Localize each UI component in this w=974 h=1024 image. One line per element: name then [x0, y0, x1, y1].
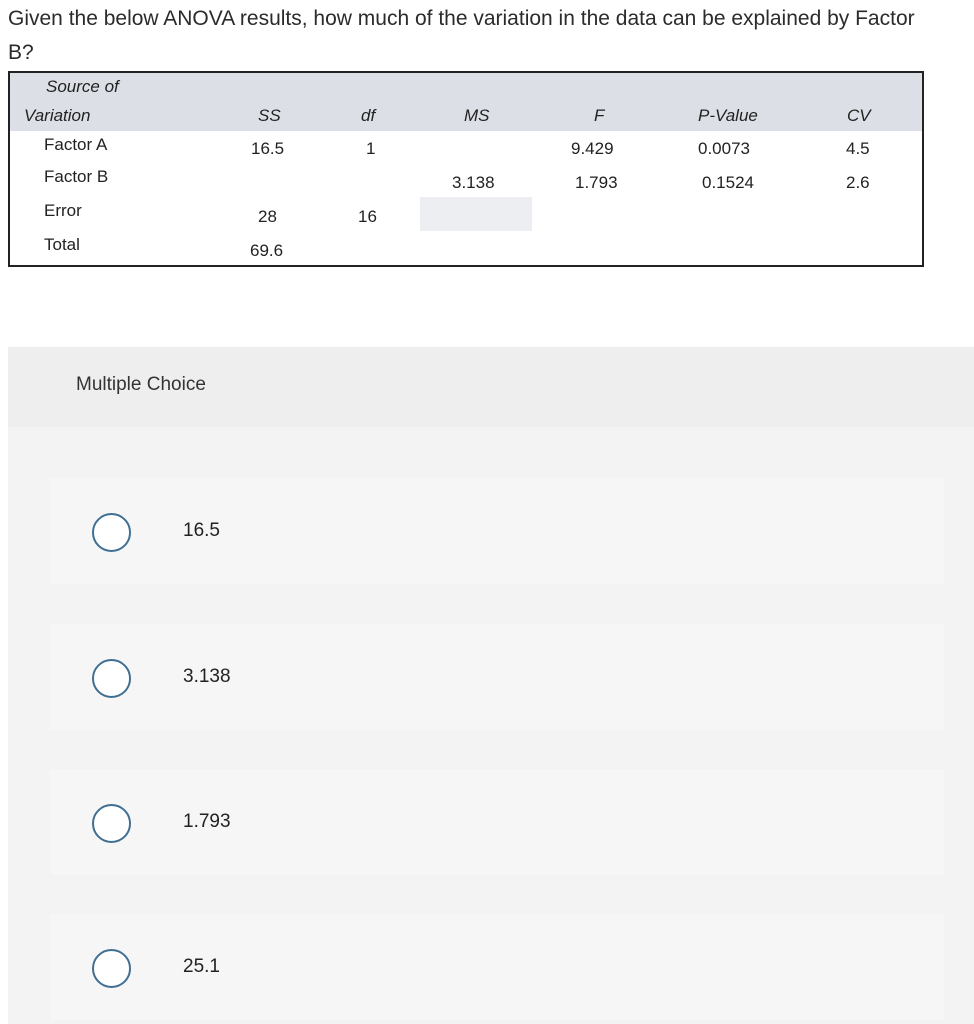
row-factor-b-f: 1.793	[575, 173, 618, 192]
row-factor-a-f: 9.429	[571, 139, 614, 158]
header-p-value: P-Value	[698, 106, 758, 125]
choice-option-2[interactable]	[50, 624, 944, 730]
header-cv: CV	[847, 106, 871, 125]
radio-button-icon[interactable]	[92, 659, 131, 698]
choice-option-label: 25.1	[183, 956, 220, 977]
choice-option-1[interactable]	[50, 478, 944, 584]
row-error-source: Error	[44, 201, 82, 220]
header-df: df	[361, 106, 376, 125]
header-source-line1: Source of	[46, 77, 119, 96]
row-factor-a-source: Factor A	[44, 135, 108, 154]
header-ms: MS	[464, 106, 490, 125]
radio-button-icon[interactable]	[92, 804, 131, 843]
multiple-choice-panel	[8, 347, 974, 1024]
row-factor-a-p-value: 0.0073	[698, 139, 750, 158]
header-source-line2: Variation	[24, 106, 91, 125]
choice-option-label: 3.138	[183, 666, 231, 687]
row-total-source: Total	[44, 235, 80, 254]
multiple-choice-title: Multiple Choice	[76, 374, 206, 395]
row-factor-b-p-value: 0.1524	[702, 173, 754, 192]
choice-option-4[interactable]	[50, 914, 944, 1020]
row-total-ss: 69.6	[250, 241, 284, 260]
multiple-choice-header	[8, 347, 974, 427]
radio-button-icon[interactable]	[92, 513, 131, 552]
row-factor-b-source: Factor B	[44, 167, 109, 186]
error-ms-blank-cell	[420, 197, 532, 231]
choice-option-3[interactable]	[50, 769, 944, 875]
row-factor-a-ss: 16.5	[251, 139, 285, 158]
row-factor-a-cv: 4.5	[846, 139, 870, 158]
header-f: F	[594, 106, 605, 125]
row-error-ss: 28	[258, 207, 277, 226]
row-factor-a-df: 1	[366, 139, 376, 158]
anova-table	[8, 71, 924, 267]
question-text: Given the below ANOVA results, how much of the variation in the data can be explained by Factor B?	[8, 7, 915, 64]
radio-button-icon[interactable]	[92, 949, 131, 988]
row-factor-b-cv: 2.6	[846, 173, 870, 192]
header-ss: SS	[258, 106, 281, 125]
choice-option-label: 1.793	[183, 811, 231, 832]
choice-option-label: 16.5	[183, 520, 220, 541]
row-factor-b-ms: 3.138	[452, 173, 495, 192]
row-error-df: 16	[358, 207, 377, 226]
